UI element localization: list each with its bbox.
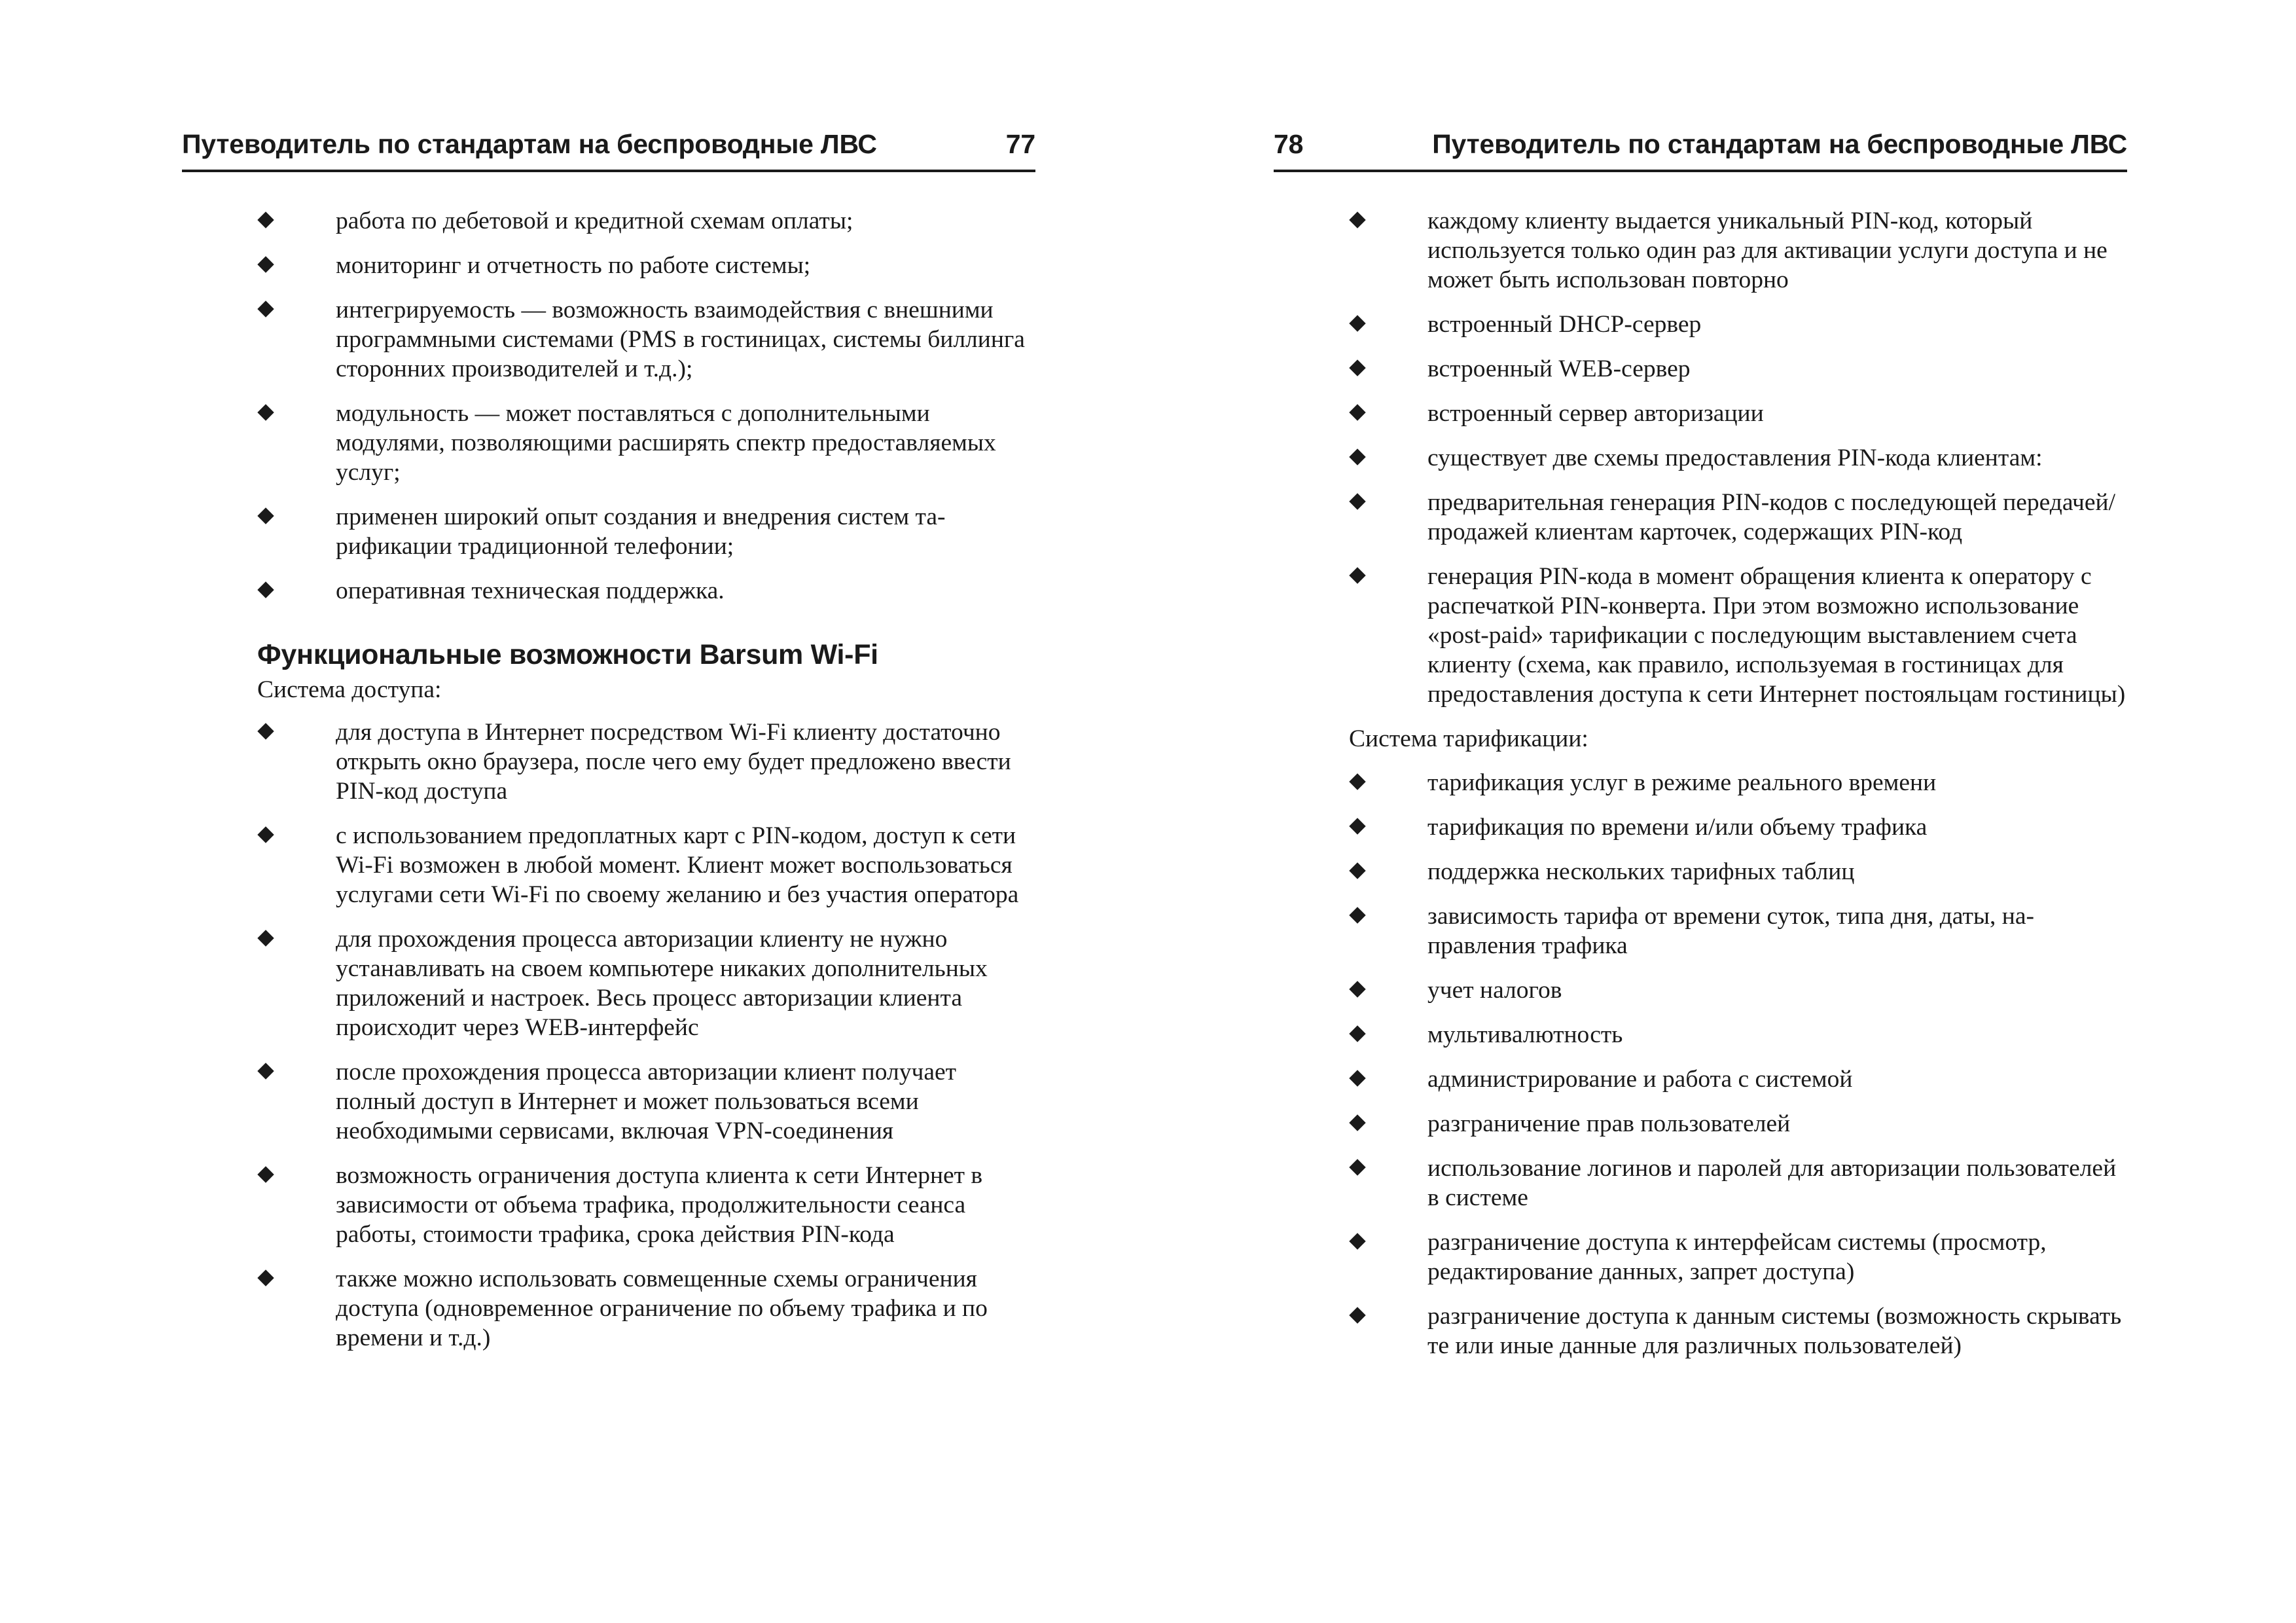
diamond-bullet-icon <box>1349 907 1366 924</box>
list-item: интегрируемость — возможность взаимодействия с внешними программными системами (PMS в гостиницах, системы биллинга сторонних производителей и т.д.); <box>257 295 1035 384</box>
running-head <box>182 131 1035 172</box>
list-item: встроенный WEB-сервер <box>1349 354 2127 384</box>
list-item: учет налогов <box>1349 976 2127 1005</box>
right-page <box>1274 131 2127 1376</box>
list-item: для прохождения процесса авторизации клиенту не нужно устанавливать на своем компьютере никаких дополнительных приложений и настроек. Весь процесс авторизации клиента происходит через WEB-интерфейс <box>257 924 1035 1042</box>
diamond-bullet-icon <box>1349 1114 1366 1131</box>
diamond-bullet-icon <box>1349 1233 1366 1250</box>
list-item: также можно использовать совмещенные схемы ограничения доступа (одновременное ограничение по объему трафика и по времени и т.д.) <box>257 1264 1035 1353</box>
list-item: администрирование и работа с системой <box>1349 1065 2127 1094</box>
list-item: после прохождения процесса авторизации клиент получает полный доступ в Интернет и может пользоваться всеми необходимыми сервисами, включая VPN-соединения <box>257 1057 1035 1146</box>
running-head <box>1274 131 2127 172</box>
diamond-bullet-icon <box>257 507 274 524</box>
diamond-bullet-icon <box>257 930 274 947</box>
diamond-bullet-icon <box>1349 359 1366 376</box>
list-item: разграничение прав пользователей <box>1349 1109 2127 1139</box>
list-item: существует две схемы предоставления PIN-кода клиентам: <box>1349 443 2127 473</box>
diamond-bullet-icon <box>257 1166 274 1183</box>
diamond-bullet-icon <box>1349 773 1366 790</box>
diamond-bullet-icon <box>257 1269 274 1286</box>
list-item: возможность ограничения доступа клиента к сети Интернет в зависимости от объема трафика, продолжительности сеанса работы, стоимости трафика, срока действия PIN-кода <box>257 1161 1035 1249</box>
diamond-bullet-icon <box>257 1063 274 1080</box>
list-item: для доступа в Интернет посредством Wi-Fi клиенту достаточно открыть окно браузера, после чего ему будет предложено ввести PIN-код доступа <box>257 718 1035 806</box>
list-item: работа по дебетовой и кредитной схемам оплаты; <box>257 206 1035 236</box>
intro-list <box>257 206 1035 606</box>
diamond-bullet-icon <box>257 404 274 421</box>
list-item: мониторинг и отчетность по работе системы; <box>257 251 1035 280</box>
diamond-bullet-icon <box>257 211 274 228</box>
list-item: применен широкий опыт создания и внедрения систем тарификации традиционной телефонии; <box>257 502 1035 561</box>
list-item: поддержка нескольких тарифных таблиц <box>1349 857 2127 886</box>
list-item: встроенный DHCP-сервер <box>1349 310 2127 339</box>
diamond-bullet-icon <box>1349 1070 1366 1087</box>
section-heading: Функциональные возможности Barsum Wi-Fi <box>257 639 878 670</box>
billing-list <box>1349 768 2127 1360</box>
diamond-bullet-icon <box>1349 1159 1366 1176</box>
diamond-bullet-icon <box>1349 493 1366 510</box>
diamond-bullet-icon <box>1349 862 1366 879</box>
list-item: оперативная техническая поддержка. <box>257 576 1035 606</box>
list-item: зависимость тарифа от времени суток, типа дня, даты, направления трафика <box>1349 902 2127 960</box>
list-item: разграничение доступа к данным системы (возможность скрывать те или иные данные для различных пользователей) <box>1349 1302 2127 1360</box>
diamond-bullet-icon <box>1349 315 1366 332</box>
billing-system-label: Система тарификации: <box>1349 725 1588 752</box>
diamond-bullet-icon <box>1349 567 1366 584</box>
list-item: с использованием предоплатных карт с PIN-кодом, доступ к сети Wi-Fi возможен в любой момент. Клиент может воспользоваться услугами сети Wi-Fi по своему желанию и без участия оператора <box>257 821 1035 909</box>
list-item: предварительная генерация PIN-кодов с последующей передачей/продажей клиентам карточек, содержащих PIN-код <box>1349 488 2127 547</box>
left-content <box>182 172 1035 1353</box>
list-item: мультивалютность <box>1349 1020 2127 1049</box>
diamond-bullet-icon <box>1349 818 1366 835</box>
access-list <box>257 718 1035 1353</box>
diamond-bullet-icon <box>257 826 274 843</box>
diamond-bullet-icon <box>1349 404 1366 421</box>
list-item: генерация PIN-кода в момент обращения клиента к оператору с распечаткой PIN-конверта. При этом возможно использование «post-paid» тарификации с последующим выставлением счета клиенту (схема, как правило, используемая в гостиницах для предоставления доступа к сети Интернет постояльцам гостиницы) <box>1349 562 2127 709</box>
right-content <box>1274 172 2127 1360</box>
page-number: 78 <box>1274 129 1304 159</box>
diamond-bullet-icon <box>1349 1025 1366 1042</box>
left-page <box>182 131 1035 1368</box>
list-item: тарификация по времени и/или объему трафика <box>1349 812 2127 842</box>
diamond-bullet-icon <box>257 581 274 598</box>
diamond-bullet-icon <box>1349 211 1366 228</box>
running-title: Путеводитель по стандартам на беспроводные ЛВС <box>182 129 877 159</box>
list-item: модульность — может поставляться с дополнительными модулями, позволяющими расширять спектр предоставляемых услуг; <box>257 399 1035 487</box>
list-item: встроенный сервер авторизации <box>1349 399 2127 428</box>
diamond-bullet-icon <box>1349 981 1366 998</box>
list-item: каждому клиенту выдается уникальный PIN-код, который используется только один раз для активации услуги доступа и не может быть использован повторно <box>1349 206 2127 295</box>
diamond-bullet-icon <box>1349 448 1366 465</box>
list-item: разграничение доступа к интерфейсам системы (просмотр, редактирование данных, запрет доступа) <box>1349 1228 2127 1286</box>
diamond-bullet-icon <box>1349 1307 1366 1324</box>
access-list-continued <box>1349 206 2127 709</box>
list-item: тарификация услуг в режиме реального времени <box>1349 768 2127 797</box>
access-system-label: Система доступа: <box>257 676 442 703</box>
diamond-bullet-icon <box>257 256 274 273</box>
running-title: Путеводитель по стандартам на беспроводные ЛВС <box>1432 129 2127 159</box>
diamond-bullet-icon <box>257 301 274 318</box>
page-number: 77 <box>1005 129 1035 159</box>
diamond-bullet-icon <box>257 723 274 740</box>
list-item: использование логинов и паролей для авторизации пользователей в системе <box>1349 1154 2127 1213</box>
